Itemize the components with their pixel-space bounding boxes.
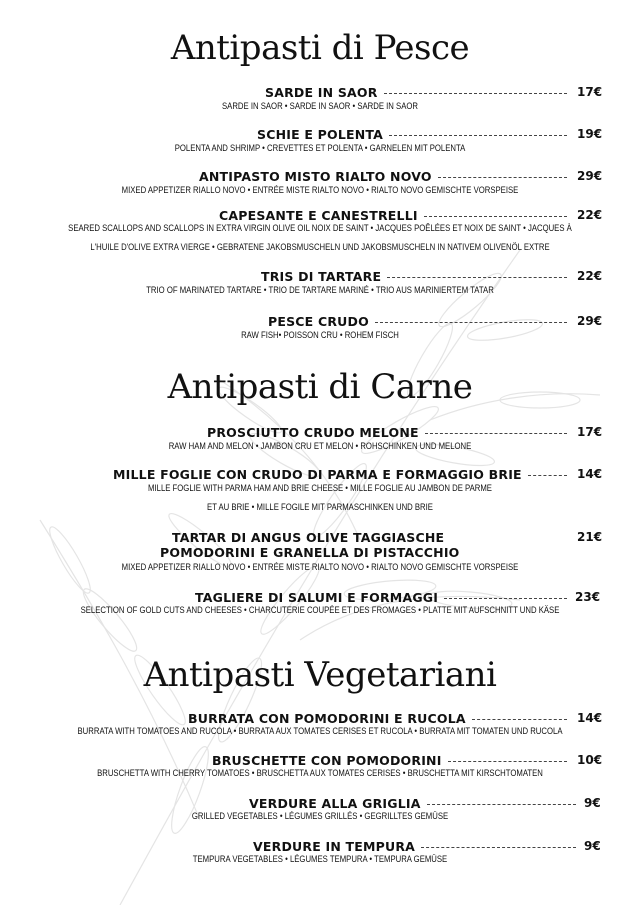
section-title-carne: Antipasti di Carne (167, 367, 473, 407)
dish-price: 10€ (577, 753, 603, 767)
dish-name: TARTAR DI ANGUS OLIVE TAGGIASCHE (172, 529, 445, 545)
dish-description: BRUSCHETTA WITH CHERRY TOMATOES • BRUSCHETTA AUX TOMATES CERISES • BRUSCHETTA MIT KIRSCHTOMATEN (97, 768, 543, 778)
dish-price: 9€ (584, 796, 601, 810)
dish-description: TRIO OF MARINATED TARTARE • TRIO DE TARTARE MARINÉ • TRIO AUS MARINIERTEM TATAR (146, 285, 494, 295)
dish-description: ET AU BRIE • MILLE FOGILE MIT PARMASCHINKEN UND BRIE (207, 502, 433, 512)
leader-dots (421, 847, 576, 848)
dish-name: SARDE IN SAOR (265, 84, 378, 100)
dish-name: VERDURE IN TEMPURA (253, 838, 416, 854)
dish-description: L'HUILE D'OLIVE EXTRA VIERGE • GEBRATENE JAKOBSMUSCHELN UND JAKOBSMUSCHELN IN NATIVEM OLIVENÖL EXTRE (90, 242, 550, 252)
dish-price: 17€ (577, 85, 603, 99)
leader-dots (444, 598, 567, 599)
leader-dots (387, 277, 567, 278)
leader-dots (448, 761, 567, 762)
section-title-pesce: Antipasti di Pesce (170, 28, 470, 68)
dish-description: SARDE IN SAOR • SARDE IN SAOR • SARDE IN SAOR (222, 101, 418, 111)
leader-dots (438, 177, 567, 178)
leader-dots (424, 216, 567, 217)
dish-price: 29€ (577, 169, 603, 183)
dish-price: 14€ (577, 711, 603, 725)
dish-price: 21€ (577, 530, 603, 544)
dish-description: MIXED APPETIZER RIALLO NOVO • ENTRÉE MISTE RIALTO NOVO • RIALTO NOVO GEMISCHTE VORSPEISE (121, 562, 519, 572)
dish-description: MIXED APPETIZER RIALLO NOVO • ENTRÉE MISTE RIALTO NOVO • RIALTO NOVO GEMISCHTE VORSPEISE (121, 185, 519, 195)
dish-name: BURRATA CON POMODORINI E RUCOLA (188, 710, 466, 726)
dish-name: TAGLIERE DI SALUMI E FORMAGGI (195, 589, 439, 605)
dish-name: PROSCIUTTO CRUDO MELONE (207, 424, 419, 440)
dish-name: PESCE CRUDO (268, 313, 369, 329)
dish-price: 19€ (577, 127, 603, 141)
dish-description: RAW FISH• POISSON CRU • ROHEM FISCH (241, 330, 399, 340)
dish-description: GRILLED VEGETABLES • LÉGUMES GRILLÉS • GEGRILLTES GEMÜSE (191, 811, 449, 821)
leader-dots (375, 322, 567, 323)
leader-dots (425, 433, 567, 434)
leader-dots (427, 804, 576, 805)
dish-name: ANTIPASTO MISTO RIALTO NOVO (199, 168, 432, 184)
dish-price: 29€ (577, 314, 603, 328)
dish-name: TRIS DI TARTARE (261, 268, 382, 284)
dish-name-line-2: POMODORINI E GRANELLA DI PISTACCHIO (160, 545, 460, 560)
dish-name: MILLE FOGLIE CON CRUDO DI PARMA E FORMAGGIO BRIE (113, 466, 522, 482)
dish-description: MILLE FOGLIE WITH PARMA HAM AND BRIE CHEESE • MILLE FOGLIE AU JAMBON DE PARME (148, 483, 492, 493)
dish-price: 22€ (577, 208, 603, 222)
dish-name: SCHIE E POLENTA (257, 126, 384, 142)
dish-price: 17€ (577, 425, 603, 439)
dish-price: 22€ (577, 269, 603, 283)
dish-description: SELECTION OF GOLD CUTS AND CHEESES • CHARCUTERIE COUPÉE ET DES FROMAGES • PLATTE MIT AUFSCHNITT UND KÄSE (80, 605, 560, 615)
dish-description: RAW HAM AND MELON • JAMBON CRU ET MELON • ROHSCHINKEN UND MELONE (168, 441, 472, 451)
dish-name: CAPESANTE E CANESTRELLI (219, 207, 418, 223)
dish-description: BURRATA WITH TOMATOES AND RUCOLA • BURRATA AUX TOMATES CERISES ET RUCOLA • BURRATA MIT TOMATEN UND RUCOLA (77, 726, 563, 736)
dish-name: BRUSCHETTE CON POMODORINI (212, 752, 442, 768)
dish-price: 14€ (577, 467, 603, 481)
dish-price: 9€ (584, 839, 601, 853)
dish-name: VERDURE ALLA GRIGLIA (249, 795, 421, 811)
section-title-vegetariani: Antipasti Vegetariani (143, 655, 497, 695)
dish-description: POLENTA AND SHRIMP • CREVETTES ET POLENTA • GARNELEN MIT POLENTA (174, 143, 466, 153)
dish-description: SEARED SCALLOPS AND SCALLOPS IN EXTRA VIRGIN OLIVE OIL NOIX DE SAINT • JACQUES POÊLÉES ET NOIX DE SAINT • JACQUES À (68, 223, 572, 233)
dish-description: TEMPURA VEGETABLES • LÉGUMES TEMPURA • TEMPURA GEMÜSE (192, 854, 448, 864)
leader-dots (389, 135, 567, 136)
leader-dots (384, 93, 567, 94)
leader-dots (472, 719, 567, 720)
leader-dots (528, 475, 567, 476)
dish-price: 23€ (575, 590, 601, 604)
